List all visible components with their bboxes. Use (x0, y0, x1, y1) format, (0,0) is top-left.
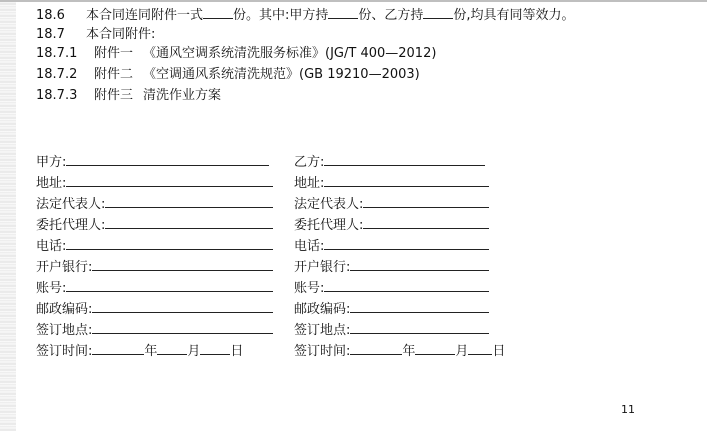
year-label: 年 (402, 344, 416, 359)
fill-line[interactable] (324, 173, 489, 187)
fill-line[interactable] (105, 215, 273, 229)
fill-line[interactable] (363, 194, 489, 208)
top-rule (0, 0, 707, 2)
field-label: 签订时间: (294, 344, 351, 359)
field-label: 邮政编码: (36, 302, 93, 317)
copies-party-b-blank (423, 6, 453, 19)
copies-party-a-blank (328, 6, 358, 19)
clause-number: 18.7.2 (36, 67, 78, 82)
day-label: 日 (492, 344, 506, 359)
clause-text-a: 本合同连同附件一式 (86, 8, 204, 23)
field-label: 电话: (36, 239, 67, 254)
field-label: 法定代表人: (36, 197, 106, 212)
party-a-agent-row (36, 215, 273, 234)
party-b-address-row (294, 173, 489, 192)
fill-line[interactable] (92, 299, 273, 313)
party-a-legal-rep-row (36, 194, 273, 213)
party-b-legal-rep-row (294, 194, 489, 213)
party-a-account-row (36, 278, 273, 297)
party-b-phone-row (294, 236, 489, 255)
clause-18-7-2 (36, 67, 420, 83)
year-fill-line[interactable] (92, 341, 144, 355)
party-b-bank-row (294, 257, 489, 276)
scan-edge-shadow (0, 0, 16, 431)
fill-line[interactable] (324, 278, 489, 292)
month-label: 月 (455, 344, 469, 359)
fill-line[interactable] (363, 215, 489, 229)
attachment-label: 附件一 (94, 46, 134, 61)
party-b-agent-row (294, 215, 489, 234)
clause-text: 本合同附件: (86, 27, 156, 42)
fill-line[interactable] (105, 194, 273, 208)
field-label: 签订地点: (294, 323, 351, 338)
clause-number: 18.7.1 (36, 46, 78, 61)
day-fill-line[interactable] (468, 341, 492, 355)
attachment-title: 《通风空调系统清洗服务标准》(JG/T 400—2012) (143, 46, 437, 61)
fill-line[interactable] (66, 236, 273, 250)
attachment-label: 附件二 (94, 67, 134, 82)
party-a-bank-row (36, 257, 273, 276)
clause-text-c: 份、乙方持 (358, 8, 424, 23)
clause-18-7-1 (36, 46, 436, 62)
field-label: 委托代理人: (36, 218, 106, 233)
party-a-place-row (36, 320, 273, 339)
fill-line[interactable] (350, 299, 489, 313)
clause-18-6 (36, 6, 575, 24)
party-a-date-row (36, 341, 243, 360)
field-label: 甲方: (36, 155, 67, 170)
month-label: 月 (187, 344, 201, 359)
month-fill-line[interactable] (415, 341, 455, 355)
fill-line[interactable] (66, 173, 273, 187)
fill-line[interactable] (92, 257, 273, 271)
field-label: 乙方: (294, 155, 325, 170)
fill-line[interactable] (66, 278, 273, 292)
day-fill-line[interactable] (200, 341, 230, 355)
clause-text-d: 份,均具有同等效力。 (453, 8, 575, 23)
clause-number: 18.6 (36, 8, 65, 23)
party-b-date-row (294, 341, 505, 360)
field-label: 账号: (294, 281, 325, 296)
party-b-account-row (294, 278, 489, 297)
fill-line[interactable] (92, 320, 273, 334)
page-number: 11 (621, 403, 635, 416)
party-b-row (294, 152, 485, 171)
fill-line[interactable] (66, 152, 269, 166)
field-label: 地址: (36, 176, 67, 191)
fill-line[interactable] (350, 320, 489, 334)
party-a-postcode-row (36, 299, 273, 318)
party-a-address-row (36, 173, 273, 192)
attachment-title: 《空调通风系统清洗规范》(GB 19210—2003) (143, 67, 420, 82)
fill-line[interactable] (324, 152, 485, 166)
party-a-phone-row (36, 236, 273, 255)
clause-18-7 (36, 27, 155, 43)
field-label: 邮政编码: (294, 302, 351, 317)
year-fill-line[interactable] (350, 341, 402, 355)
party-b-postcode-row (294, 299, 489, 318)
clause-number: 18.7.3 (36, 88, 78, 103)
clause-number: 18.7 (36, 27, 65, 42)
clause-18-7-3 (36, 88, 221, 104)
month-fill-line[interactable] (157, 341, 187, 355)
field-label: 法定代表人: (294, 197, 364, 212)
copies-total-blank (203, 6, 233, 19)
day-label: 日 (230, 344, 244, 359)
field-label: 开户银行: (294, 260, 351, 275)
field-label: 委托代理人: (294, 218, 364, 233)
field-label: 账号: (36, 281, 67, 296)
field-label: 签订时间: (36, 344, 93, 359)
attachment-title: 清洗作业方案 (143, 88, 222, 103)
party-a-row (36, 152, 269, 171)
field-label: 电话: (294, 239, 325, 254)
year-label: 年 (144, 344, 158, 359)
field-label: 地址: (294, 176, 325, 191)
clause-text-b: 份。其中:甲方持 (233, 8, 329, 23)
party-b-place-row (294, 320, 489, 339)
fill-line[interactable] (324, 236, 489, 250)
field-label: 开户银行: (36, 260, 93, 275)
attachment-label: 附件三 (94, 88, 134, 103)
field-label: 签订地点: (36, 323, 93, 338)
fill-line[interactable] (350, 257, 489, 271)
